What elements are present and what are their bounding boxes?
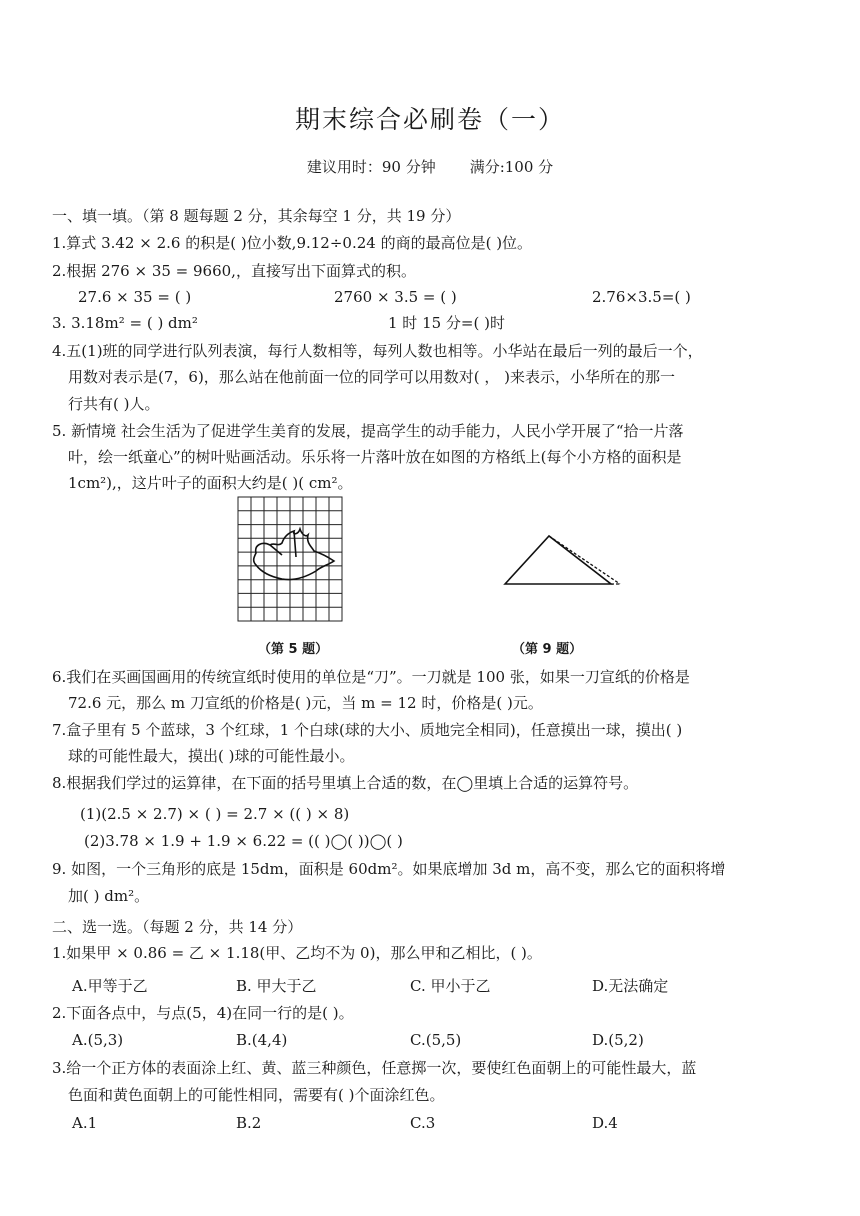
q2-2-option-c: C.(5,5) (410, 1031, 462, 1049)
q2-1-option-a: A.甲等于乙 (72, 977, 148, 995)
q2-2-option-a: A.(5,3) (72, 1031, 124, 1049)
question-1-4-line3: 行共有( )人。 (68, 395, 160, 413)
question-1-2-a: 27.6 × 35 = ( ) (78, 288, 192, 306)
leaf-shape (254, 529, 334, 580)
q2-1-option-b: B. 甲大于乙 (236, 977, 317, 995)
question-1-4-line2: 用数对表示是(7，6)，那么站在他前面一位的同学可以用数对( ， )来表示，小华所在的那一 (68, 368, 676, 386)
question-1-6-line2: 72.6 元，那么 m 刀宣纸的价格是( )元，当 m = 12 时，价格是( )元。 (68, 694, 543, 712)
suggested-time: 建议用时：90 分钟 (306, 158, 436, 176)
leaf-grid-figure (236, 495, 344, 623)
section-2-heading: 二、选一选。（每题 2 分，共 14 分） (52, 918, 303, 936)
question-1-7-line2: 球的可能性最大，摸出( )球的可能性最小。 (68, 747, 355, 765)
question-1-4-line1: 4.五(1)班的同学进行队列表演，每行人数相等，每列人数也相等。小华站在最后一列的最后一个， (52, 342, 703, 360)
question-1-5-line1: 5. 新情境 社会生活为了促进学生美育的发展，提高学生的动手能力，人民小学开展了“拾一片落 (52, 422, 684, 440)
question-2-1: 1.如果甲 × 0.86 = 乙 × 1.18(甲、乙均不为 0)，那么甲和乙相比，( )。 (52, 944, 542, 962)
question-2-2: 2.下面各点中，与点(5，4)在同一行的是( )。 (52, 1004, 354, 1022)
q2-3-option-b: B.2 (236, 1114, 262, 1132)
q2-1-option-d: D.无法确定 (592, 977, 669, 995)
question-1-5-line3: 1cm²),，这片叶子的面积大约是( )( cm²。 (68, 474, 353, 492)
question-1-5-line2: 叶，绘一纸童心”的树叶贴画活动。乐乐将一片落叶放在如图的方格纸上(每个小方格的面积是 (68, 448, 682, 466)
question-1-8-part2: (2)3.78 × 1.9 + 1.9 × 6.22 = (( )◯( ))◯( ) (84, 832, 403, 850)
question-1-3-b: 1 时 15 分=( )时 (388, 314, 505, 332)
question-1-3-a: 3. 3.18m² = ( ) dm² (52, 314, 198, 332)
exam-info (0, 156, 860, 177)
figure-9-caption: （第 9 题） (512, 642, 583, 657)
triangle-figure (500, 530, 625, 590)
q2-3-option-d: D.4 (592, 1114, 618, 1132)
question-1-9-line1: 9. 如图，一个三角形的底是 15dm，面积是 60dm²。如果底增加 3d m，高不变，那么它的面积将增 (52, 860, 726, 878)
q2-2-option-b: B.(4,4) (236, 1031, 288, 1049)
question-1-9-line2: 加( ) dm²。 (68, 887, 150, 905)
q2-3-option-a: A.1 (72, 1114, 98, 1132)
question-1-8-part1: (1)(2.5 × 2.7) × ( ) = 2.7 × (( ) × 8) (80, 805, 350, 823)
question-1-2-c: 2.76×3.5=( ) (592, 288, 691, 306)
question-2-3-line2: 色面和黄色面朝上的可能性相同，需要有( )个面涂红色。 (68, 1086, 445, 1104)
question-1-8: 8.根据我们学过的运算律，在下面的括号里填上合适的数，在◯里填上合适的运算符号。 (52, 774, 639, 792)
question-1-2-b: 2760 × 3.5 = ( ) (334, 288, 457, 306)
page-title: 期末综合必刷卷（一） (294, 105, 565, 134)
question-1-6-line1: 6.我们在买画国画用的传统宣纸时使用的单位是“刀”。一刀就是 100 张，如果一刀宣纸的价格是 (52, 668, 690, 686)
question-1-7-line1: 7.盒子里有 5 个蓝球，3 个红球，1 个白球(球的大小、质地完全相同)，任意摸出一球，摸出( ) (52, 721, 683, 739)
question-1-2: 2.根据 276 × 35 = 9660,，直接写出下面算式的积。 (52, 262, 416, 280)
question-1-1: 1.算式 3.42 × 2.6 的积是( )位小数,9.12÷0.24 的商的最高位是( )位。 (52, 234, 533, 252)
q2-2-option-d: D.(5,2) (592, 1031, 644, 1049)
q2-3-option-c: C.3 (410, 1114, 436, 1132)
section-1-heading: 一、填一填。（第 8 题每题 2 分，其余每空 1 分，共 19 分） (52, 207, 461, 225)
q2-1-option-c: C. 甲小于乙 (410, 977, 491, 995)
question-2-3-line1: 3.给一个正方体的表面涂上红、黄、蓝三种颜色，任意掷一次，要使红色面朝上的可能性最大，蓝 (52, 1059, 697, 1077)
full-score: 满分:100 分 (469, 158, 554, 176)
figure-5-caption: （第 5 题） (258, 642, 329, 657)
